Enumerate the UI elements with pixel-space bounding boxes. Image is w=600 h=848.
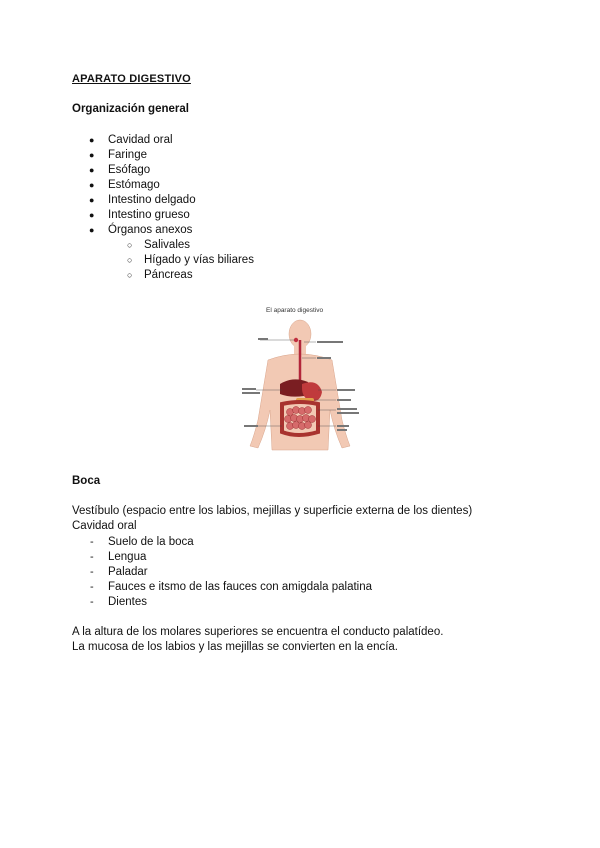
list-item: ● Cavidad oral xyxy=(89,134,173,146)
sub-list-item: ○ Salivales xyxy=(127,239,191,251)
mucosa-paragraph: La mucosa de los labios y las mejillas se convierten en la encía. xyxy=(72,641,399,653)
list-item: ● Esófago xyxy=(89,164,151,176)
list-item: - Suelo de la boca xyxy=(90,536,194,548)
list-item: ● Órganos anexos xyxy=(89,224,193,236)
hollow-bullet-icon: ○ xyxy=(127,270,133,280)
list-item: - Paladar xyxy=(90,566,148,578)
document-title: APARATO DIGESTIVO xyxy=(72,73,191,85)
bullet-icon: ● xyxy=(89,180,95,190)
hollow-bullet-icon: ○ xyxy=(127,240,133,250)
list-item: ● Intestino grueso xyxy=(89,209,190,221)
dash-icon: - xyxy=(90,566,94,578)
bullet-icon: ● xyxy=(89,210,95,220)
bullet-icon: ● xyxy=(89,225,95,235)
cavidad-oral-list xyxy=(0,535,600,610)
bullet-icon: ● xyxy=(89,195,95,205)
organ-list xyxy=(0,133,600,283)
sub-list-item: ○ Páncreas xyxy=(127,269,193,281)
dash-icon: - xyxy=(90,536,94,548)
figure-caption: El aparato digestivo xyxy=(266,307,324,314)
small-intestine-shape xyxy=(285,407,316,430)
bullet-icon: ● xyxy=(89,165,95,175)
cavidad-oral-label: Cavidad oral xyxy=(72,520,137,532)
dash-icon: - xyxy=(90,581,94,593)
hollow-bullet-icon: ○ xyxy=(127,255,133,265)
dash-icon: - xyxy=(90,551,94,563)
dash-icon: - xyxy=(90,596,94,608)
digestive-system-illustration xyxy=(238,300,368,452)
list-item: ● Faringe xyxy=(89,149,147,161)
sub-list-item: ○ Hígado y vías biliares xyxy=(127,254,254,266)
bullet-icon: ● xyxy=(89,135,95,145)
bullet-icon: ● xyxy=(89,150,95,160)
section-heading-boca: Boca xyxy=(72,475,101,487)
list-item: - Dientes xyxy=(90,596,147,608)
list-item: - Lengua xyxy=(90,551,147,563)
vestibulo-paragraph: Vestíbulo (espacio entre los labios, mejillas y superficie externa de los dientes) xyxy=(72,505,473,517)
section-heading-organizacion: Organización general xyxy=(72,103,189,115)
list-item: - Fauces e itsmo de las fauces con amigdala palatina xyxy=(90,581,373,593)
molares-paragraph: A la altura de los molares superiores se encuentra el conducto palatídeo. xyxy=(72,626,444,638)
list-item: ● Intestino delgado xyxy=(89,194,196,206)
list-item: ● Estómago xyxy=(89,179,160,191)
